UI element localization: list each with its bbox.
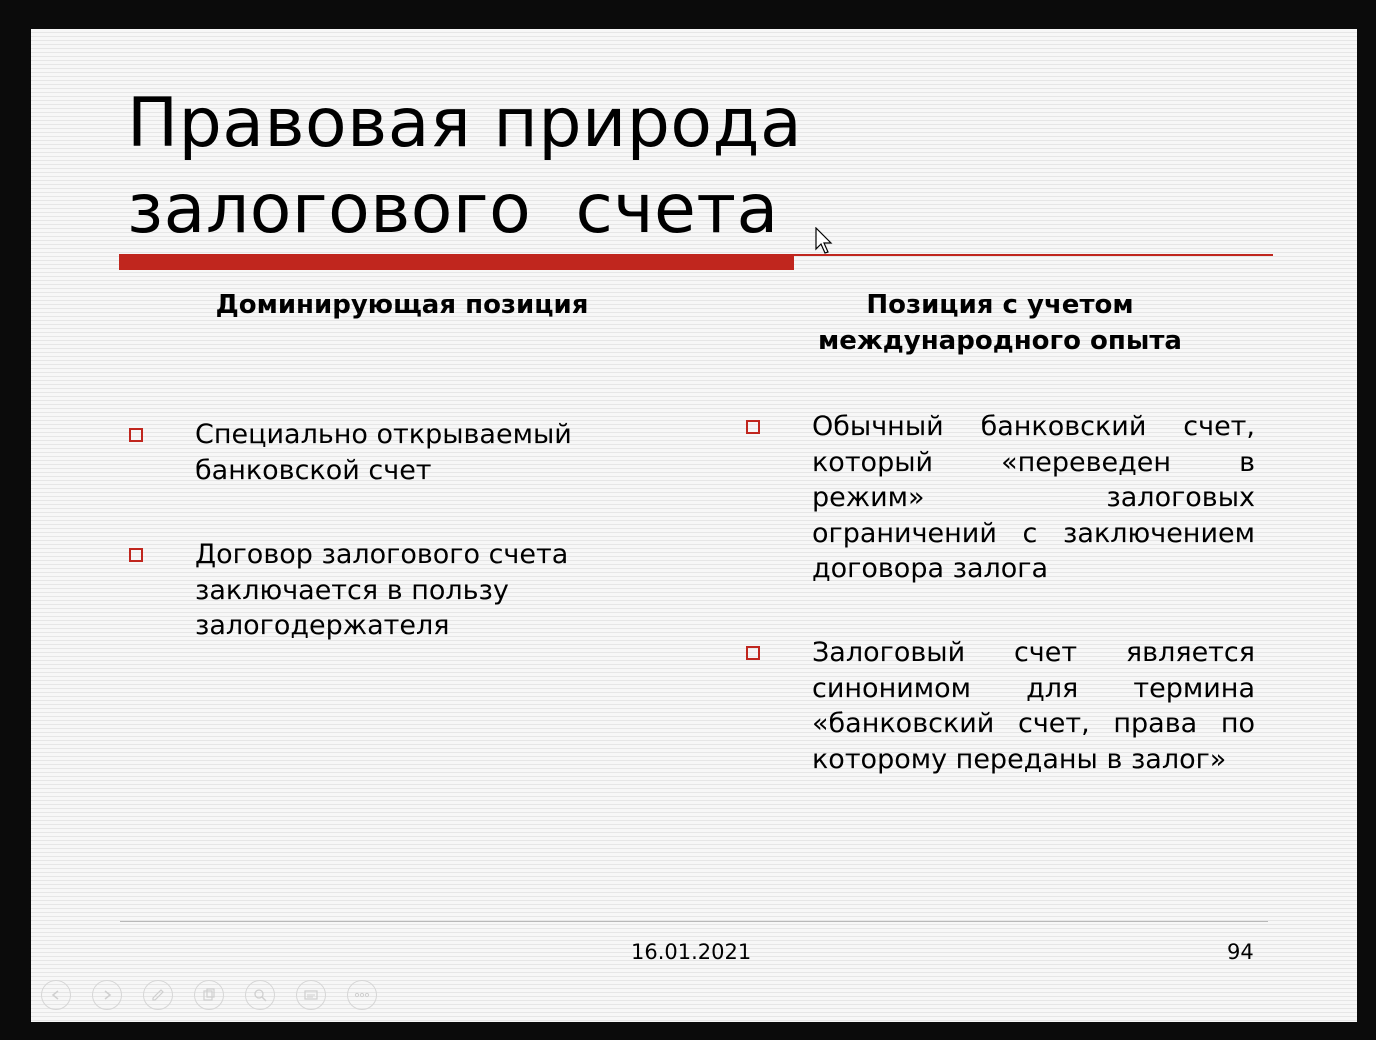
- bullet-square-icon: [129, 428, 143, 442]
- bullet-square-icon: [129, 548, 143, 562]
- right-column-heading: Позиция с учетом международного опыта: [818, 290, 1182, 356]
- left-item-1: Специально открываемый банковской счет: [195, 419, 572, 486]
- pen-icon[interactable]: [143, 980, 173, 1010]
- slide-title: Правовая природа залогового счета: [127, 84, 803, 249]
- zoom-icon[interactable]: [245, 980, 275, 1010]
- footer-date: 16.01.2021: [631, 940, 752, 964]
- right-item-1: Обычный банковский счет, который «переведен в режим» залоговых ограничений с заключением договора залога: [812, 411, 1255, 584]
- next-icon[interactable]: [92, 980, 122, 1010]
- title-accent-bar: [119, 254, 794, 270]
- right-item-2: Залоговый счет является синонимом для термина «банковский счет, права по которому переданы в залог»: [812, 637, 1255, 775]
- left-column-heading: Доминирующая позиция: [215, 290, 589, 320]
- bullet-square-icon: [746, 646, 760, 660]
- more-icon[interactable]: [347, 980, 377, 1010]
- left-item-2: Договор залогового счета заключается в пользу залогодержателя: [195, 539, 569, 641]
- presentation-toolbar: [41, 980, 377, 1010]
- bullet-square-icon: [746, 420, 760, 434]
- slide-number: 94: [1227, 940, 1254, 964]
- slide: [31, 29, 1357, 1022]
- footer-divider: [120, 921, 1268, 922]
- title-accent-line: [794, 254, 1273, 256]
- mouse-cursor-icon: [815, 227, 835, 257]
- subtitles-icon[interactable]: [296, 980, 326, 1010]
- previous-icon[interactable]: [41, 980, 71, 1010]
- slides-icon[interactable]: [194, 980, 224, 1010]
